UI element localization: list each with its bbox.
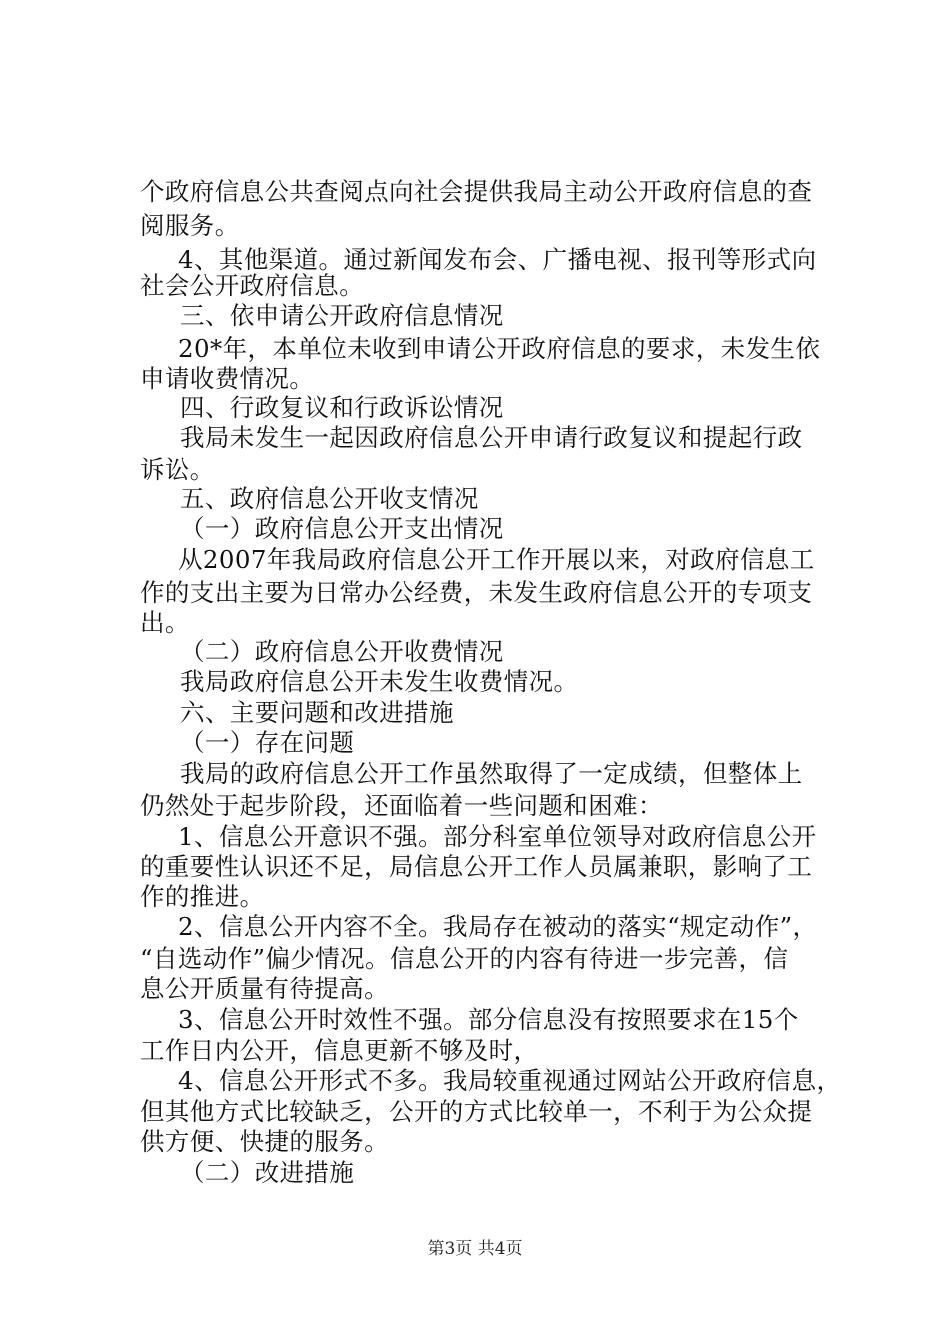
text-line: 四、行政复议和行政诉讼情况 (180, 393, 504, 422)
text-line: 3、信息公开时效性不强。部分信息没有按照要求在15个 (178, 1005, 799, 1034)
text-line: 但其他方式比较缺乏，公开的方式比较单一，不利于为公众提 (140, 1097, 813, 1126)
text-line: 出。 (140, 608, 190, 637)
text-line: （一）存在问题 (180, 728, 355, 757)
text-line: 仍然处于起步阶段，还面临着一些问题和困难： (140, 791, 663, 820)
text-line: 个政府信息公共查阅点向社会提供我局主动公开政府信息的查 (140, 177, 813, 206)
text-line: 从2007年我局政府信息公开工作开展以来，对政府信息工 (178, 545, 815, 574)
text-line: 社会公开政府信息。 (140, 271, 365, 300)
text-line: 我局政府信息公开未发生收费情况。 (180, 667, 579, 696)
text-line: 阅服务。 (140, 211, 240, 240)
text-line: 4、其他渠道。通过新闻发布会、广播电视、报刊等形式向 (178, 245, 817, 274)
text-line: 1、信息公开意识不强。部分科室单位领导对政府信息公开 (178, 822, 817, 851)
text-line: （一）政府信息公开支出情况 (180, 514, 504, 543)
text-line: 供方便、快捷的服务。 (140, 1127, 389, 1156)
text-line: “自选动作”偏少情况。信息公开的内容有待进一步完善，信 (140, 944, 789, 973)
page-footer: 第3页 共4页 (427, 1239, 523, 1259)
text-line: 4、信息公开形式不多。我局较重视通过网站公开政府信息， (178, 1066, 842, 1095)
text-line: （二）政府信息公开收费情况 (180, 637, 504, 666)
text-line: 工作日内公开，信息更新不够及时， (140, 1036, 539, 1065)
text-line: 五、政府信息公开收支情况 (180, 484, 479, 513)
text-line: 申请收费情况。 (140, 364, 315, 393)
text-line: 三、依申请公开政府信息情况 (180, 301, 504, 330)
text-line: 息公开质量有待提高。 (140, 974, 389, 1003)
text-line: （二）改进措施 (180, 1158, 355, 1187)
text-line: 20*年，本单位未收到申请公开政府信息的要求，未发生依 (178, 334, 821, 363)
text-line: 作的推进。 (140, 882, 265, 911)
text-line: 2、信息公开内容不全。我局存在被动的落实“规定动作”， (178, 912, 818, 941)
text-line: 的重要性认识还不足，局信息公开工作人员属兼职，影响了工 (140, 852, 813, 881)
text-line: 诉讼。 (140, 455, 215, 484)
text-line: 我局的政府信息公开工作虽然取得了一定成绩，但整体上 (180, 759, 803, 788)
text-line: 作的支出主要为日常办公经费，未发生政府信息公开的专项支 (140, 578, 813, 607)
text-line: 我局未发生一起因政府信息公开申请行政复议和提起行政 (180, 423, 803, 452)
text-line: 六、主要问题和改进措施 (180, 698, 454, 727)
